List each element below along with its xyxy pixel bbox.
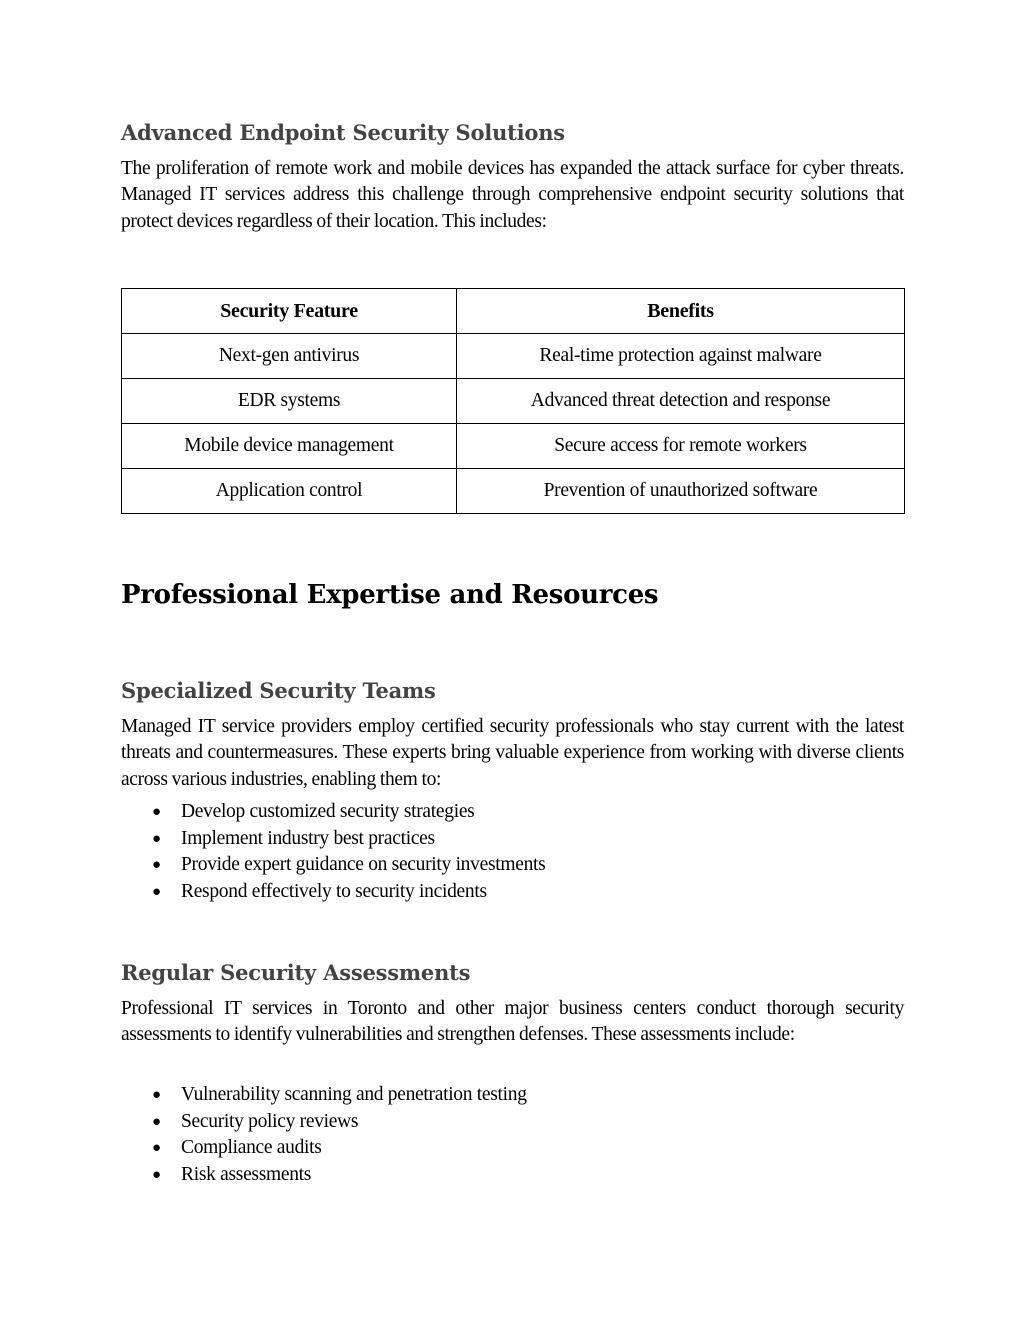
bullet-icon: ● <box>152 804 161 820</box>
list-item: ● Develop customized security strategies <box>121 799 904 826</box>
list-item: ● Respond effectively to security incidents <box>121 879 904 906</box>
bullet-icon: ● <box>152 1113 161 1130</box>
table-cell-feature: Next-gen antivirus <box>122 334 457 379</box>
section-heading-security-assessments: Regular Security Assessments <box>121 960 471 985</box>
table-row <box>122 334 905 379</box>
table-cell-benefit: Secure access for remote workers <box>457 424 905 469</box>
table-cell-benefit: Real-time protection against malware <box>457 334 905 379</box>
bullet-list-security-assessments <box>121 1082 904 1189</box>
table-row <box>122 469 905 514</box>
table-cell-benefit: Advanced threat detection and response <box>457 379 905 424</box>
table-cell-benefit: Prevention of unauthorized software <box>457 469 905 514</box>
section-paragraph-endpoint-security: The proliferation of remote work and mobile devices has expanded the attack surface for cyber threats. Managed IT services address this challenge through comprehensive endpoint security solutions that protect devices regardless of their location. This includes: <box>121 158 904 232</box>
bullet-icon: ● <box>152 1167 161 1184</box>
section-paragraph-security-assessments: Professional IT services in Toronto and other major business centers conduct thorough security assessments to identify vulnerabilities and strengthen defenses. These assessments include: <box>121 998 904 1046</box>
bullet-icon: ● <box>152 830 161 847</box>
table-cell-feature: EDR systems <box>122 379 457 424</box>
table-row <box>122 424 905 469</box>
table-header-security-feature: Security Feature <box>122 289 457 334</box>
section-heading-specialized-teams: Specialized Security Teams <box>121 678 436 703</box>
table-header-benefits: Benefits <box>457 289 905 334</box>
table-cell-feature: Application control <box>122 469 457 514</box>
bullet-list-specialized-teams <box>121 799 904 906</box>
section-paragraph-specialized-teams: Managed IT service providers employ certified security professionals who stay current with the latest threats and countermeasures. These experts bring valuable experience from working with diverse clients across various industries, enabling them to: <box>121 716 904 790</box>
bullet-icon: ● <box>152 884 161 901</box>
bullet-icon: ● <box>152 857 161 874</box>
list-item: ● Security policy reviews <box>121 1109 904 1136</box>
bullet-icon: ● <box>152 1087 161 1103</box>
list-item: ● Risk assessments <box>121 1162 904 1189</box>
table-row <box>122 379 905 424</box>
table-header-row <box>122 289 905 334</box>
list-item: ● Implement industry best practices <box>121 826 904 853</box>
list-item: ● Provide expert guidance on security investments <box>121 852 904 879</box>
list-item: ● Vulnerability scanning and penetration testing <box>121 1082 904 1109</box>
table-cell-feature: Mobile device management <box>122 424 457 469</box>
section-heading-professional-expertise: Professional Expertise and Resources <box>121 580 659 610</box>
list-item: ● Compliance audits <box>121 1135 904 1162</box>
section-heading-endpoint-security: Advanced Endpoint Security Solutions <box>121 120 565 145</box>
bullet-icon: ● <box>152 1140 161 1157</box>
security-features-table <box>121 288 905 514</box>
